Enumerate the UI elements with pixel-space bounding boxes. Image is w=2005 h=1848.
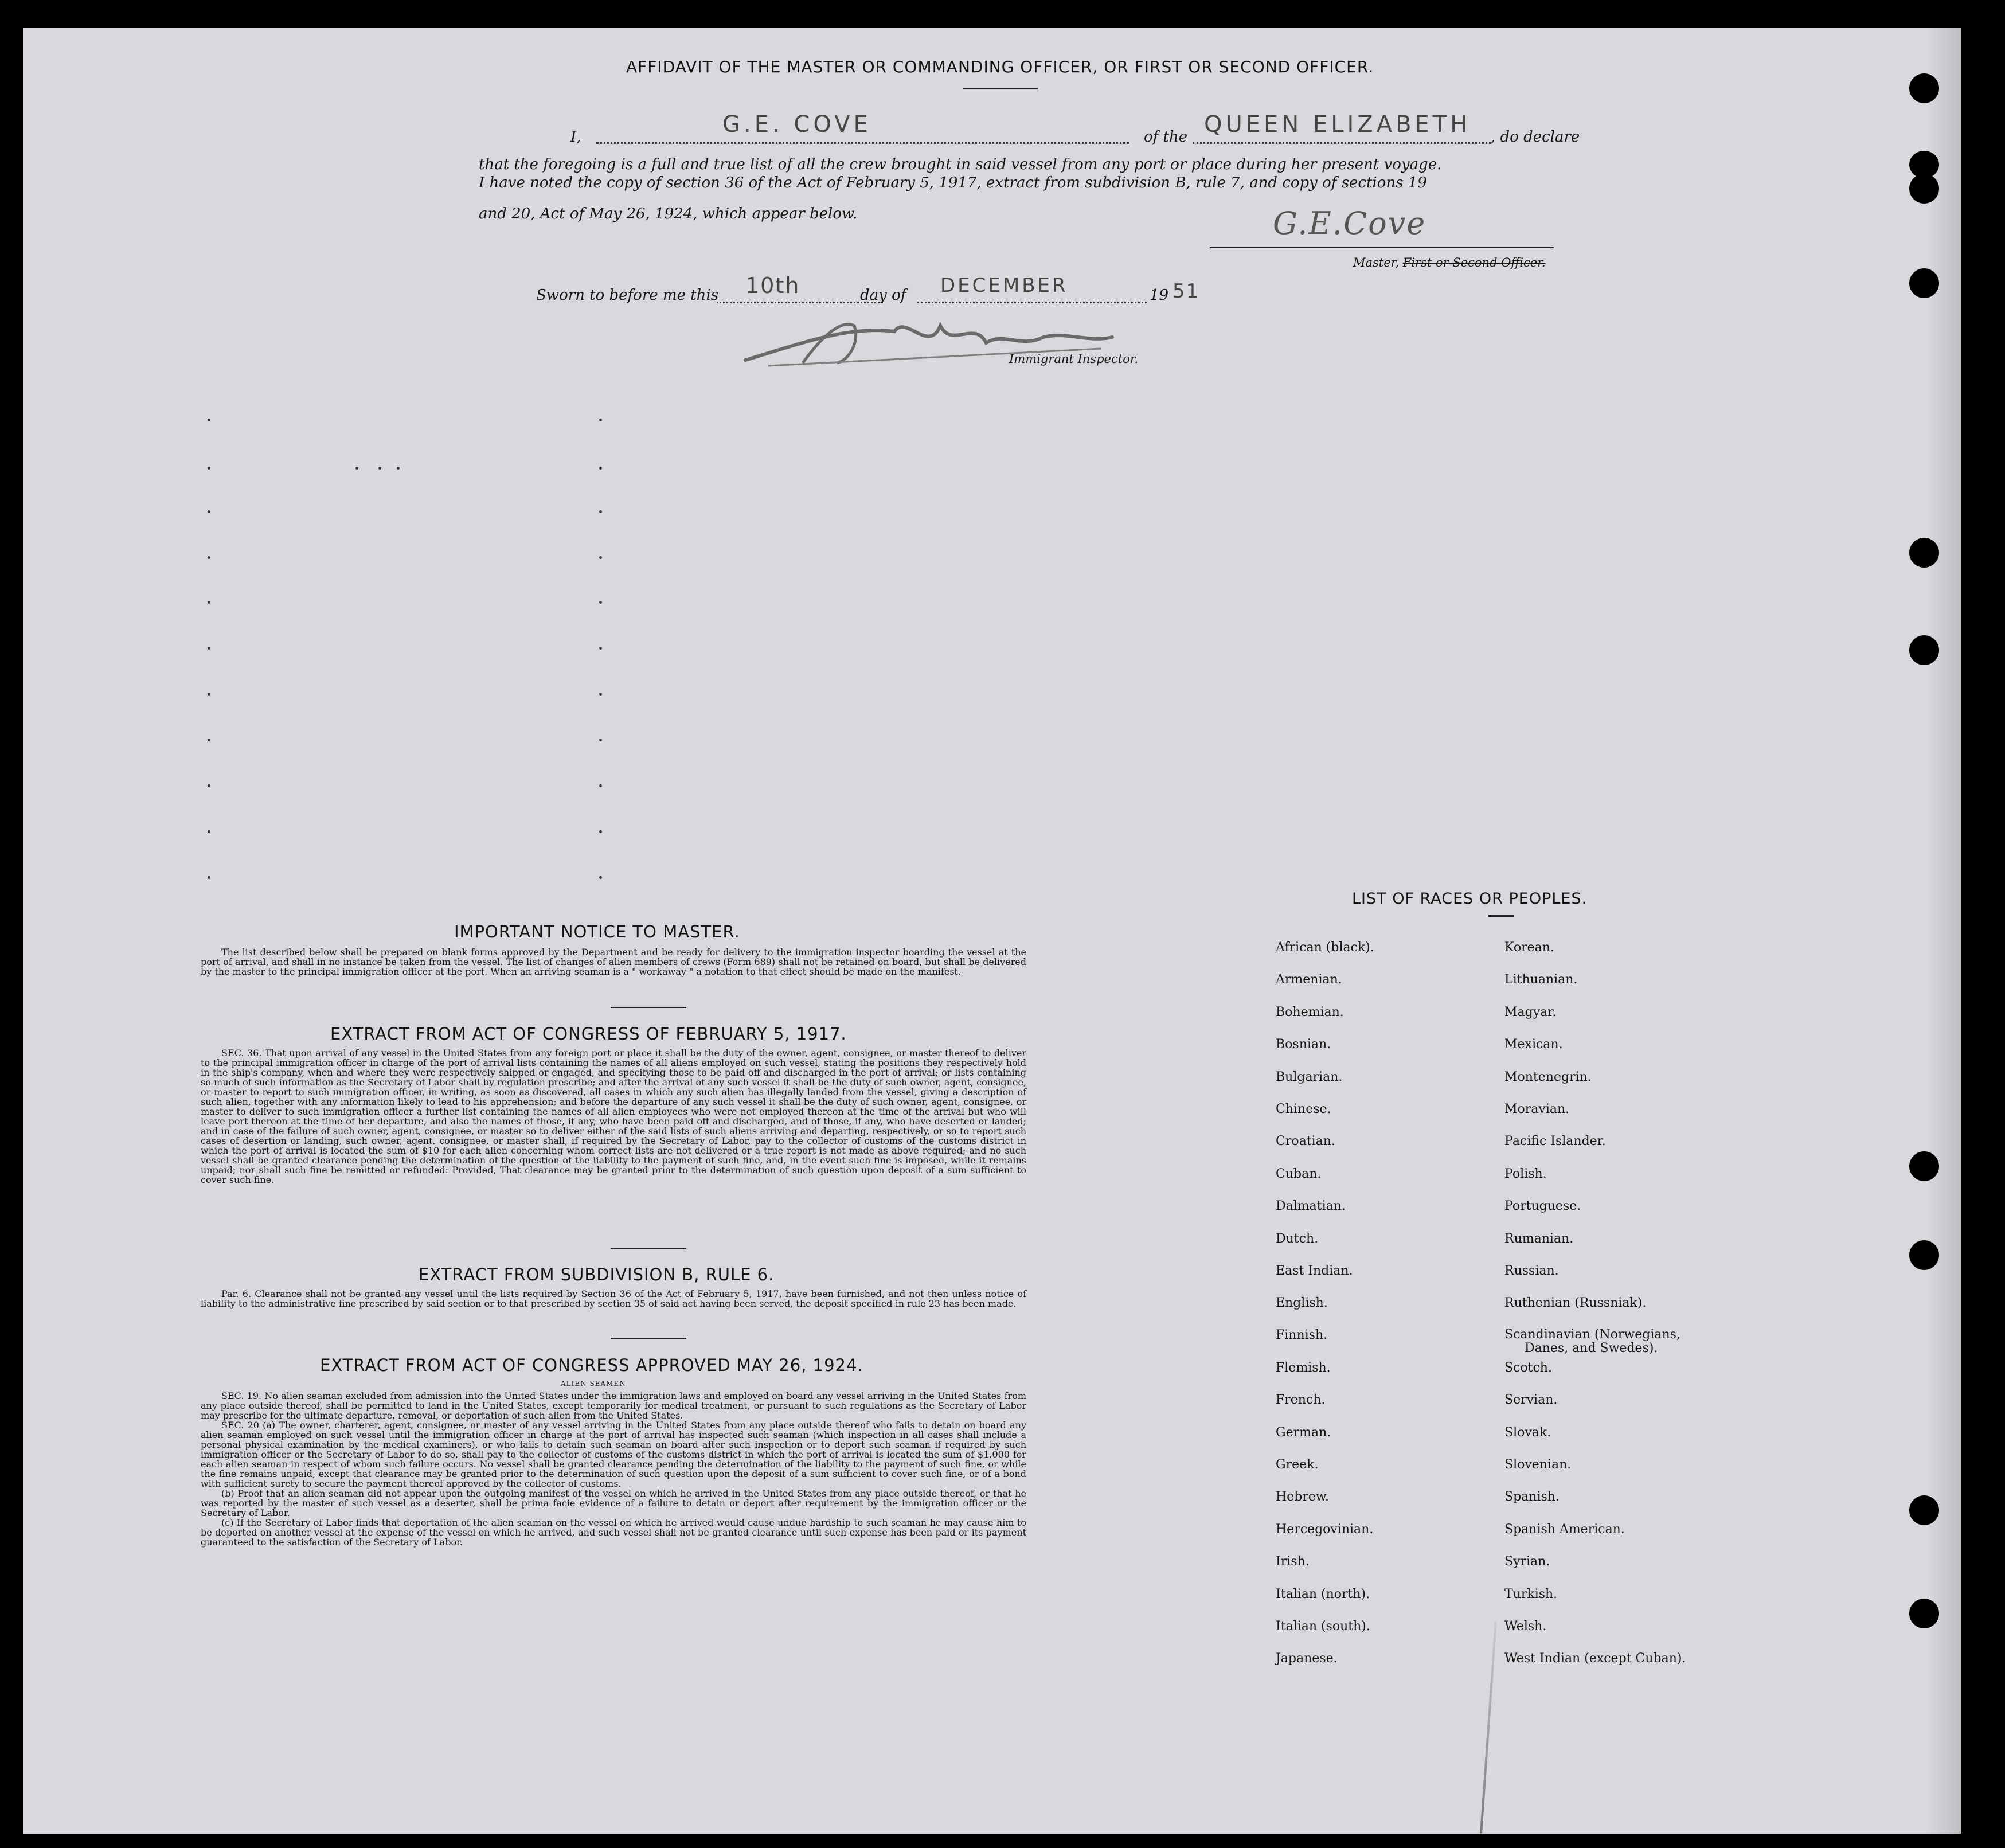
race-left-item: East Indian. <box>1276 1264 1353 1278</box>
race-right-item: Lithuanian. <box>1504 972 1578 987</box>
margin-dot <box>378 467 381 470</box>
officer-name-handwritten: G.E. COVE <box>722 111 871 138</box>
race-right-item: Pacific Islander. <box>1504 1134 1606 1148</box>
margin-dot <box>208 693 210 696</box>
punch-hole <box>1909 538 1939 568</box>
race-left-item: Greek. <box>1276 1458 1319 1472</box>
race-left-item: Flemish. <box>1276 1361 1331 1375</box>
margin-dot <box>208 784 210 787</box>
ruleb6-divider <box>611 1338 686 1339</box>
margin-dot <box>599 556 602 559</box>
title-divider <box>963 88 1038 89</box>
race-left-item: Hebrew. <box>1276 1490 1330 1504</box>
race-right-item: Magyar. <box>1504 1005 1557 1019</box>
race-right-item: Spanish American. <box>1504 1522 1625 1537</box>
margin-dot <box>599 830 602 833</box>
margin-dot <box>599 784 602 787</box>
race-right-item: Montenegrin. <box>1504 1070 1592 1084</box>
sworn-month-handwritten: DECEMBER <box>940 274 1068 297</box>
act1917-title: EXTRACT FROM ACT OF CONGRESS OF FEBRUARY 5, 1917. <box>330 1024 847 1044</box>
race-left-item: Italian (north). <box>1276 1587 1370 1601</box>
notice-text: The list described below shall be prepared on blank forms approved by the Department and be ready for delivery to the immigration inspector boarding the vessel at the port of arrival, and shall in no instance be taken from the vessel. The list of changes of alien members of crews (Form 689) shall not be retained on board, but shall be delivered by the master to the principal immigration officer at the port. When an arriving seaman is a " workaway " a notation to that effect should be made on the manifest. <box>201 947 1026 977</box>
race-right-item: Russian. <box>1504 1264 1559 1278</box>
margin-dot <box>208 876 210 879</box>
master-signature: G.E.Cove <box>1273 205 1426 241</box>
margin-dot <box>208 556 210 559</box>
act1917-divider <box>611 1248 686 1249</box>
act1924-subtitle: ALIEN SEAMEN <box>561 1380 626 1388</box>
act1917-text: SEC. 36. That upon arrival of any vessel in the United States from any foreign port or place it shall be the duty of the owner, agent, consignee, or master thereof to deliver to the principal immigration officer in charge of the port of arrival lists containing the names of all aliens employed on such vessel, stating the positions they respectively hold in the ship's company, when and where they were respectively shipped or engaged, and specifying those to be paid off and discharged in the port of arrival; or lists containing so much of such information as the Secretary of Labor shall by regulation prescribe; and after the arrival of any such vessel it shall be the duty of such owner, agent, consignee, or master to report to such immigration officer, in writing, as soon as discovered, all cases in which any such alien has illegally landed from the vessel, giving a description of such alien, together with any information likely to lead to his apprehension; and before the departure of any such vessel it shall be the duty of such owner, agent, consignee, or master to deliver to such immigration officer a further list containing the names of all alien employees who were not employed thereon at the time of the arrival but who will leave port thereon at the time of her departure, and also the names of those, if any, who have been paid off and discharged, and of those, if any, who have deserted or landed; and in case of the failure of such owner, agent, consignee, or master so to deliver either of the said lists of such aliens arriving and departing, respectively, or so to report such cases of desertion or landing, such owner, agent, consignee, or master shall, if required by the Secretary of Labor, pay to the collector of customs of the customs district in which the port of arrival is located the sum of $10 for each alien concerning whom correct lists are not delivered or a true report is not made as above required; and no such vessel shall be granted clearance pending the determination of the question of the liability to the payment of such fine, and, in the event such fine is imposed, while it remains unpaid; nor shall such fine be remitted or refunded: Provided, That clearance may be granted prior to the determination of such question upon deposit of a sum sufficient to cover such fine. <box>201 1048 1026 1185</box>
race-right-item: Turkish. <box>1504 1587 1558 1601</box>
race-left-item: Chinese. <box>1276 1102 1331 1116</box>
race-left-item: Cuban. <box>1276 1167 1322 1181</box>
punch-hole <box>1909 73 1939 103</box>
page-edge-shadow <box>1926 28 1961 1834</box>
race-right-item: Moravian. <box>1504 1102 1570 1116</box>
race-left-item: French. <box>1276 1393 1326 1407</box>
margin-dot <box>208 419 210 421</box>
margin-dot <box>208 647 210 650</box>
affidavit-i: I, <box>570 128 581 146</box>
margin-dot <box>208 601 210 604</box>
race-right-item: Portuguese. <box>1504 1199 1581 1213</box>
race-left-item: Armenian. <box>1276 972 1342 987</box>
master-caption-officer: First or Second Officer. <box>1402 256 1546 269</box>
sworn-day-line <box>717 302 883 303</box>
race-right-item: Scotch. <box>1504 1361 1552 1375</box>
race-right-item: Korean. <box>1504 940 1554 955</box>
race-left-item: Croatian. <box>1276 1134 1335 1148</box>
margin-dot <box>599 693 602 696</box>
affidavit-line-2: that the foregoing is a full and true list of all the crew brought in said vessel from any port or place during her present voyage. <box>479 156 1442 173</box>
inspector-caption: Immigrant Inspector. <box>1009 352 1139 366</box>
act1924-sec19: SEC. 19. No alien seaman excluded from admission into the United States under the immigration laws and employed on board any vessel arriving in the United States from any place outside thereof, shall be permitted to land in the United States, except temporarily for medical treatment, or pursuant to such regulations as the Secretary of Labor may prescribe for the ultimate departure, removal, or deportation of such alien from the United States. <box>201 1390 1026 1421</box>
margin-dot <box>599 601 602 604</box>
of-the-text: of the <box>1144 128 1188 146</box>
race-left-item: Bulgarian. <box>1276 1070 1343 1084</box>
vessel-name-handwritten: QUEEN ELIZABETH <box>1204 111 1471 138</box>
punch-hole <box>1909 1495 1939 1525</box>
race-right-item: Mexican. <box>1504 1037 1563 1052</box>
paper-crease <box>1480 1622 1497 1833</box>
race-right-item: Slovenian. <box>1504 1458 1572 1472</box>
race-left-item: Dutch. <box>1276 1232 1319 1246</box>
master-caption <box>1353 256 1546 269</box>
race-right-item: Scandinavian (Norwegians, Danes, and Swedes). <box>1504 1327 1680 1355</box>
margin-dot <box>599 876 602 879</box>
affidavit-title: AFFIDAVIT OF THE MASTER OR COMMANDING OFFICER, OR FIRST OR SECOND OFFICER. <box>626 57 1374 76</box>
act1924-title: EXTRACT FROM ACT OF CONGRESS APPROVED MAY 26, 1924. <box>320 1355 863 1375</box>
punch-hole <box>1909 174 1939 204</box>
punch-hole <box>1909 1599 1939 1628</box>
race-left-item: Hercegovinian. <box>1276 1522 1374 1537</box>
race-right-item: Syrian. <box>1504 1554 1550 1569</box>
notice-title: IMPORTANT NOTICE TO MASTER. <box>454 922 740 941</box>
race-right-item: Ruthenian (Russniak). <box>1504 1296 1647 1310</box>
race-left-item: English. <box>1276 1296 1328 1310</box>
race-right-item: Welsh. <box>1504 1619 1547 1634</box>
punch-hole <box>1909 635 1939 665</box>
punch-hole <box>1909 1151 1939 1181</box>
sworn-day-handwritten: 10th <box>745 273 800 298</box>
margin-dot <box>599 510 602 513</box>
margin-dot <box>208 467 210 470</box>
do-declare-text: , do declare <box>1491 128 1580 146</box>
race-left-item: Dalmatian. <box>1276 1199 1346 1213</box>
race-left-item: German. <box>1276 1425 1331 1440</box>
vessel-name-line <box>1193 142 1491 144</box>
race-right-item: Rumanian. <box>1504 1232 1574 1246</box>
margin-dot <box>599 647 602 650</box>
act1924-body <box>201 1391 1026 1547</box>
margin-dot <box>208 510 210 513</box>
act1924-sec20c: (c) If the Secretary of Labor finds that deportation of the alien seaman on the vessel on which he arrived would cause undue hardship to such seaman he may cause him to be deported on another vessel at the expense of the vessel on which he arrived, and such vessel shall not be granted clearance until such expense has been paid or its payment guaranteed to the satisfaction of the Secretary of Labor. <box>201 1517 1026 1548</box>
notice-divider <box>611 1007 686 1008</box>
act1924-sec20b: (b) Proof that an alien seaman did not appear upon the outgoing manifest of the vessel on which he arrived in the United States from any place outside thereof, or that he was reported by the master of such vessel as a deserter, shall be prima facie evidence of a failure to detain or deport after requirement by the immigration officer or the Secretary of Labor. <box>201 1488 1026 1518</box>
margin-dot <box>208 830 210 833</box>
ruleb6-title: EXTRACT FROM SUBDIVISION B, RULE 6. <box>419 1265 775 1284</box>
sworn-month-line <box>917 302 1147 303</box>
officer-name-line <box>596 142 1129 144</box>
act1924-sec20a: SEC. 20 (a) The owner, charterer, agent, consignee, or master of any vessel arriving in the United States from any place outside thereof who fails to detain on board any alien seaman employed on such vessel until the immigration officer in charge at the port of arrival has inspected such seaman (which inspection in all cases shall include a personal physical examination by the medical examiners), or who fails to detain such seaman on board after such inspection or to deport such seaman if required by such immigration officer or the Secretary of Labor to do so, shall pay to the collector of customs of the customs district in which the port of arrival is located the sum of $1,000 for each alien seaman in respect of whom such failure occurs. No vessel shall be granted clearance pending the determination of the liability to the payment of such fine, or while the fine remains unpaid, except that clearance may be granted prior to the determination of such question upon the deposit of a sum sufficient to cover such fine, or of a bond with sufficient surety to secure the payment thereof approved by the collector of customs. <box>201 1420 1026 1489</box>
race-right-item: Slovak. <box>1504 1425 1551 1440</box>
race-right-item: Servian. <box>1504 1393 1558 1407</box>
day-of-text: day of <box>860 287 906 304</box>
margin-dot <box>599 419 602 421</box>
master-signature-line <box>1210 247 1554 248</box>
year-handwritten: 51 <box>1172 280 1200 303</box>
margin-dot <box>208 739 210 741</box>
race-left-item: Bosnian. <box>1276 1037 1331 1052</box>
margin-dot <box>397 467 400 470</box>
race-left-item: African (black). <box>1276 940 1374 955</box>
sworn-text: Sworn to before me this <box>536 287 719 304</box>
margin-dot <box>355 467 358 470</box>
ruleb6-text: Par. 6. Clearance shall not be granted any vessel until the lists required by Section 36 of the Act of February 5, 1917, have been furnished, and not then unless notice of liability to the administrative fine prescribed by said section or to that prescribed by section 35 of said act having been served, the deposit specified in rule 23 has been made. <box>201 1288 1026 1309</box>
margin-dot <box>599 467 602 470</box>
master-caption-master: Master, <box>1353 256 1400 269</box>
race-left-item: Bohemian. <box>1276 1005 1344 1019</box>
races-title: LIST OF RACES OR PEOPLES. <box>1352 890 1588 908</box>
margin-dot <box>599 739 602 741</box>
punch-hole <box>1909 268 1939 298</box>
race-right-item: Polish. <box>1504 1167 1547 1181</box>
year-prefix: 19 <box>1150 287 1169 304</box>
affidavit-line-3: I have noted the copy of section 36 of the Act of February 5, 1917, extract from subdivision B, rule 7, and copy of sections 19 <box>479 174 1427 192</box>
race-left-item: Irish. <box>1276 1554 1310 1569</box>
affidavit-line-4: and 20, Act of May 26, 1924, which appear below. <box>479 205 858 222</box>
race-left-item: Italian (south). <box>1276 1619 1370 1634</box>
race-right-item: West Indian (except Cuban). <box>1504 1651 1686 1666</box>
races-divider <box>1488 915 1514 917</box>
race-left-item: Japanese. <box>1276 1651 1338 1666</box>
document-page <box>23 28 1961 1834</box>
race-right-item: Spanish. <box>1504 1490 1560 1504</box>
race-left-item: Finnish. <box>1276 1328 1328 1342</box>
punch-hole <box>1909 1240 1939 1270</box>
